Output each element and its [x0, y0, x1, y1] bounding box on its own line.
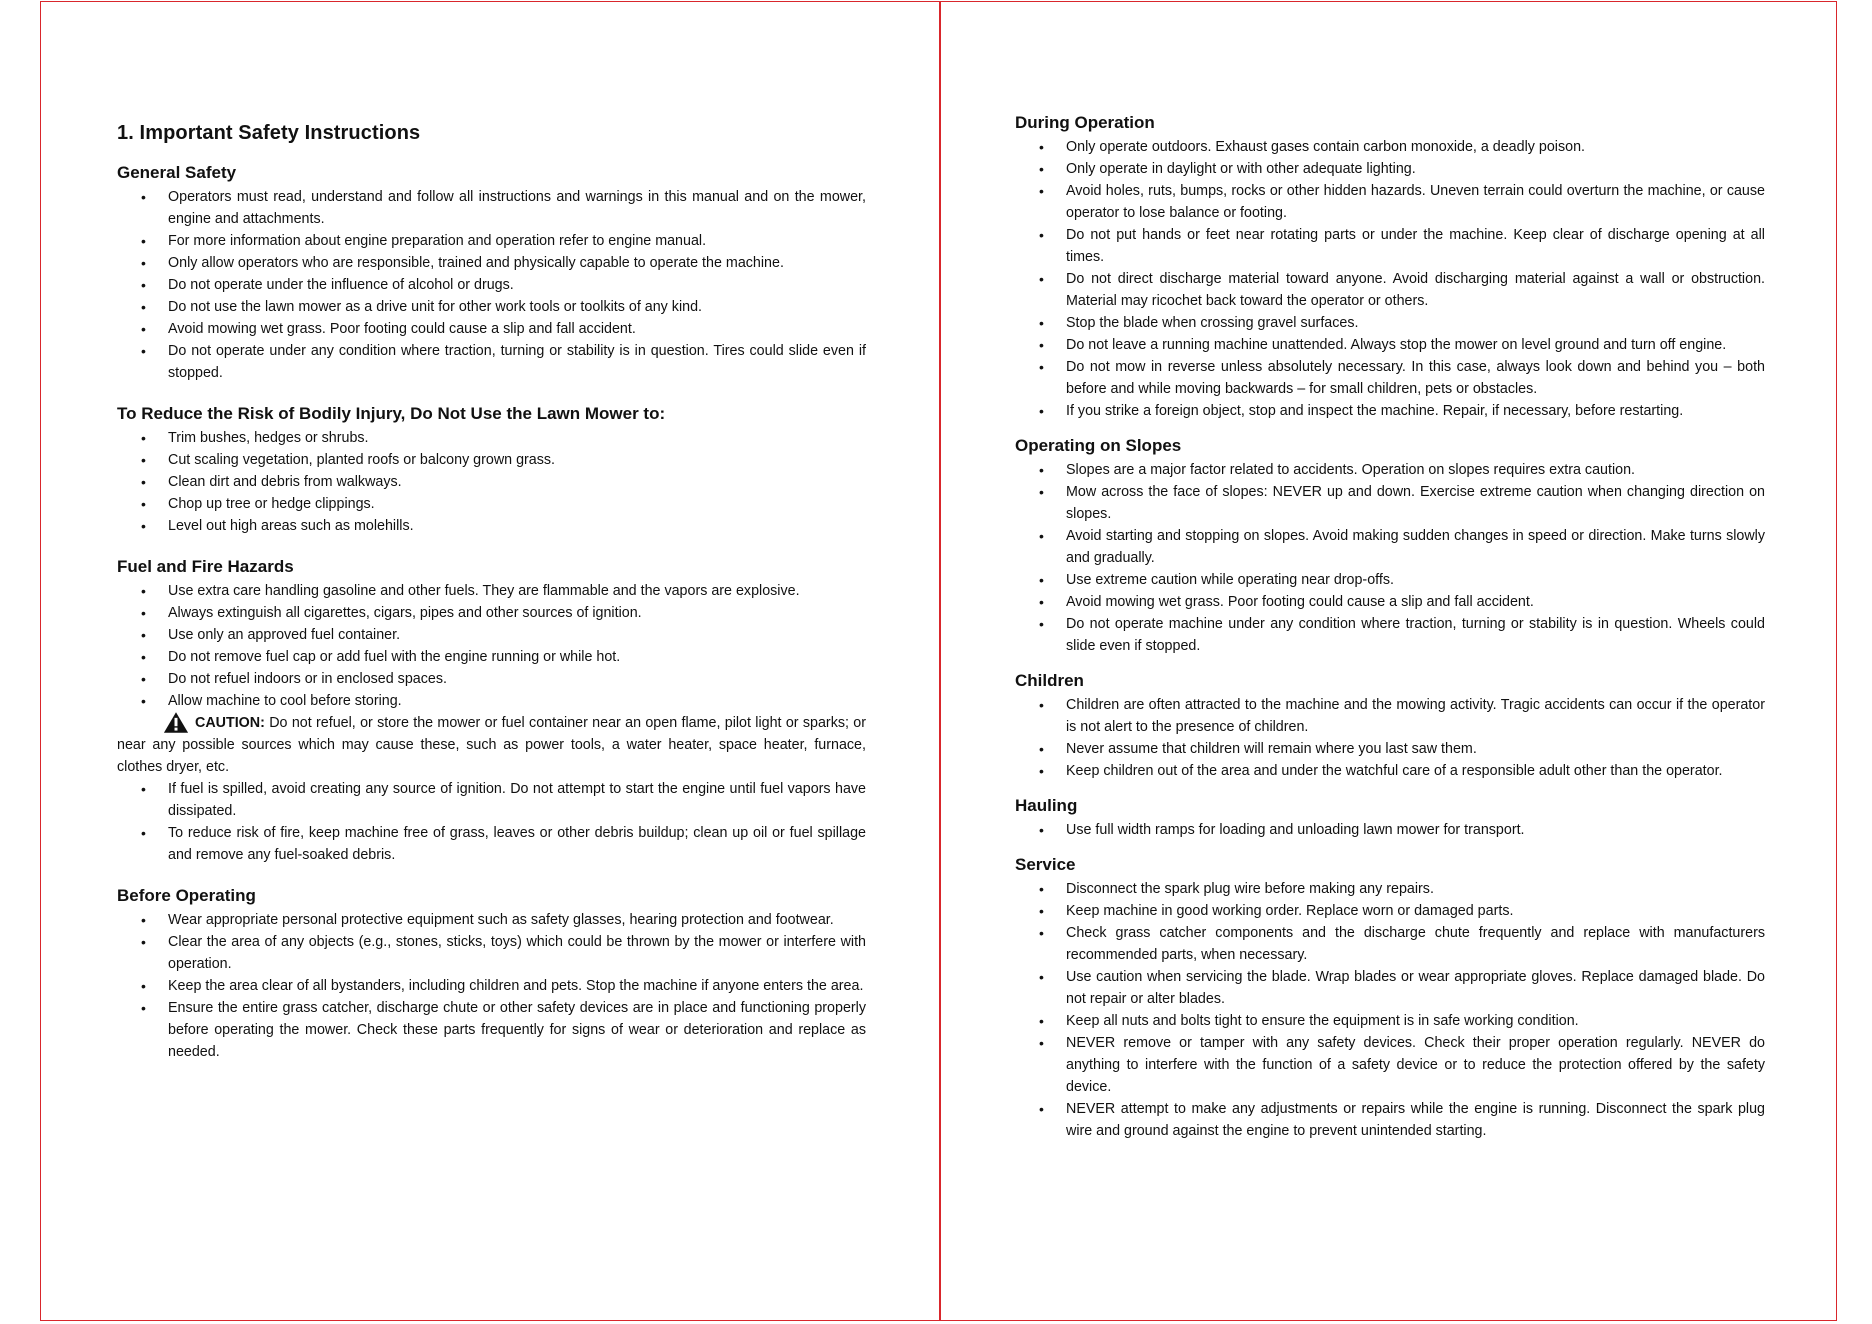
bullet-list	[117, 427, 866, 537]
section-service	[1015, 855, 1765, 1142]
list-item: • Keep machine in good working order. Replace worn or damaged parts.	[1015, 900, 1765, 922]
list-item: • Cut scaling vegetation, planted roofs or balcony grown grass.	[117, 449, 866, 471]
list-item: • Chop up tree or hedge clippings.	[117, 493, 866, 515]
list-item: • Only allow operators who are responsible, trained and physically capable to operate the machine.	[117, 252, 866, 274]
list-item: • NEVER attempt to make any adjustments or repairs while the engine is running. Disconnect the spark plug wire and ground against the engine to prevent unintended starting.	[1015, 1098, 1765, 1142]
section-children	[1015, 671, 1765, 782]
list-item: • Keep all nuts and bolts tight to ensure the equipment is in safe working condition.	[1015, 1010, 1765, 1032]
bullet-list	[117, 580, 866, 712]
list-item: • Only operate in daylight or with other adequate lighting.	[1015, 158, 1765, 180]
bullet-list	[1015, 819, 1765, 841]
list-item: • Avoid starting and stopping on slopes. Avoid making sudden changes in speed or direction. Make turns slowly and gradually.	[1015, 525, 1765, 569]
list-item: • Avoid mowing wet grass. Poor footing could cause a slip and fall accident.	[117, 318, 866, 340]
left-page	[117, 122, 866, 1083]
list-item: • Use caution when servicing the blade. Wrap blades or wear appropriate gloves. Replace damaged blade. Do not repair or alter blades.	[1015, 966, 1765, 1010]
list-item: • Do not direct discharge material toward anyone. Avoid discharging material against a wall or obstruction. Material may ricochet back toward the operator or others.	[1015, 268, 1765, 312]
section-hauling	[1015, 796, 1765, 841]
list-item: • Check grass catcher components and the discharge chute frequently and replace with manufacturers recommended parts, when necessary.	[1015, 922, 1765, 966]
list-item: • Trim bushes, hedges or shrubs.	[117, 427, 866, 449]
bullet-list	[1015, 459, 1765, 657]
warning-triangle-icon	[163, 711, 189, 734]
list-item: • For more information about engine preparation and operation refer to engine manual.	[117, 230, 866, 252]
list-item: • Do not remove fuel cap or add fuel with the engine running or while hot.	[117, 646, 866, 668]
list-item: • Do not refuel indoors or in enclosed spaces.	[117, 668, 866, 690]
bullet-list	[117, 778, 866, 866]
list-item: • Slopes are a major factor related to accidents. Operation on slopes requires extra caution.	[1015, 459, 1765, 481]
list-item: • Operators must read, understand and follow all instructions and warnings in this manual and on the mower, engine and attachments.	[117, 186, 866, 230]
caution-paragraph	[117, 712, 866, 778]
list-item: • Children are often attracted to the machine and the mowing activity. Tragic accidents can occur if the operator is not alert to the presence of children.	[1015, 694, 1765, 738]
section-before-operating	[117, 886, 866, 1063]
list-item: • To reduce risk of fire, keep machine free of grass, leaves or other debris buildup; clean up oil or fuel spillage and remove any fuel-soaked debris.	[117, 822, 866, 866]
section-heading: General Safety	[117, 163, 237, 182]
list-item: • Keep the area clear of all bystanders, including children and pets. Stop the machine if anyone enters the area.	[117, 975, 866, 997]
section-general-safety	[117, 163, 866, 384]
bullet-list	[1015, 878, 1765, 1142]
page-title: 1. Important Safety Instructions	[117, 122, 421, 144]
section-heading: To Reduce the Risk of Bodily Injury, Do Not Use the Lawn Mower to:	[117, 404, 666, 423]
section-heading: Children	[1015, 671, 1084, 690]
right-page	[1015, 113, 1765, 1156]
section-bodily-injury	[117, 404, 866, 537]
list-item: • NEVER remove or tamper with any safety devices. Check their proper operation regularly. NEVER do anything to interfere with the function of a safety device or to reduce the protection offered by the safety device.	[1015, 1032, 1765, 1098]
section-heading: Fuel and Fire Hazards	[117, 557, 294, 576]
list-item: • Ensure the entire grass catcher, discharge chute or other safety devices are in place and functioning properly before operating the mower. Check these parts frequently for signs of wear or deterioration and replace as needed.	[117, 997, 866, 1063]
list-item: • Avoid mowing wet grass. Poor footing could cause a slip and fall accident.	[1015, 591, 1765, 613]
section-operating-slopes	[1015, 436, 1765, 657]
list-item: • Never assume that children will remain where you last saw them.	[1015, 738, 1765, 760]
page-divider	[939, 1, 941, 1321]
list-item: • Mow across the face of slopes: NEVER up and down. Exercise extreme caution when changing direction on slopes.	[1015, 481, 1765, 525]
list-item: • Clean dirt and debris from walkways.	[117, 471, 866, 493]
bullet-list	[117, 909, 866, 1063]
list-item: • Do not mow in reverse unless absolutely necessary. In this case, always look down and behind you – both before and while moving backwards – for small children, pets or obstacles.	[1015, 356, 1765, 400]
list-item: • Use extreme caution while operating near drop-offs.	[1015, 569, 1765, 591]
section-during-operation	[1015, 113, 1765, 422]
bullet-list	[117, 186, 866, 384]
list-item: • Avoid holes, ruts, bumps, rocks or other hidden hazards. Uneven terrain could overturn the machine, or cause operator to lose balance or footing.	[1015, 180, 1765, 224]
section-heading: During Operation	[1015, 113, 1155, 132]
caution-notice	[117, 712, 866, 778]
list-item: • If fuel is spilled, avoid creating any source of ignition. Do not attempt to start the engine until fuel vapors have dissipated.	[117, 778, 866, 822]
list-item: • Do not use the lawn mower as a drive unit for other work tools or toolkits of any kind.	[117, 296, 866, 318]
list-item: • Use only an approved fuel container.	[117, 624, 866, 646]
list-item: • Always extinguish all cigarettes, cigars, pipes and other sources of ignition.	[117, 602, 866, 624]
bullet-list	[1015, 694, 1765, 782]
section-heading: Operating on Slopes	[1015, 436, 1182, 455]
caution-label: CAUTION:	[195, 715, 265, 731]
caution-text: Do not refuel, or store the mower or fuel container near an open flame, pilot light or sparks; or near any possible sources which may cause these, such as power tools, a water heater, space heater, furnace, clothes dryer, etc.	[117, 715, 866, 775]
list-item: • Use extra care handling gasoline and other fuels. They are flammable and the vapors are explosive.	[117, 580, 866, 602]
list-item: • If you strike a foreign object, stop and inspect the machine. Repair, if necessary, before restarting.	[1015, 400, 1765, 422]
list-item: • Allow machine to cool before storing.	[117, 690, 866, 712]
list-item: • Level out high areas such as molehills.	[117, 515, 866, 537]
list-item: • Do not put hands or feet near rotating parts or under the machine. Keep clear of discharge opening at all times.	[1015, 224, 1765, 268]
list-item: • Only operate outdoors. Exhaust gases contain carbon monoxide, a deadly poison.	[1015, 136, 1765, 158]
section-fuel-fire	[117, 557, 866, 866]
list-item: • Do not operate machine under any condition where traction, turning or stability is in question. Wheels could slide even if stopped.	[1015, 613, 1765, 657]
list-item: • Disconnect the spark plug wire before making any repairs.	[1015, 878, 1765, 900]
list-item: • Do not operate under the influence of alcohol or drugs.	[117, 274, 866, 296]
list-item: • Wear appropriate personal protective equipment such as safety glasses, hearing protection and footwear.	[117, 909, 866, 931]
list-item: • Do not operate under any condition where traction, turning or stability is in question. Tires could slide even if stopped.	[117, 340, 866, 384]
section-heading: Hauling	[1015, 796, 1078, 815]
list-item: • Do not leave a running machine unattended. Always stop the mower on level ground and turn off engine.	[1015, 334, 1765, 356]
bullet-list	[1015, 136, 1765, 422]
list-item: • Stop the blade when crossing gravel surfaces.	[1015, 312, 1765, 334]
section-heading: Before Operating	[117, 886, 256, 905]
list-item: • Keep children out of the area and under the watchful care of a responsible adult other than the operator.	[1015, 760, 1765, 782]
section-heading: Service	[1015, 855, 1076, 874]
list-item: • Use full width ramps for loading and unloading lawn mower for transport.	[1015, 819, 1765, 841]
list-item: • Clear the area of any objects (e.g., stones, sticks, toys) which could be thrown by the mower or interfere with operation.	[117, 931, 866, 975]
